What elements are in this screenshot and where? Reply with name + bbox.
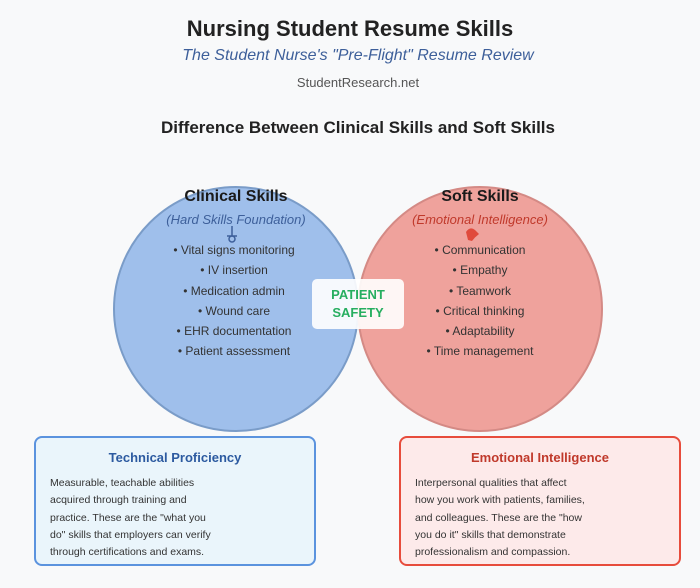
list-item: • Critical thinking — [435, 303, 525, 318]
box-line: professionalism and compassion. — [415, 546, 571, 559]
list-item: • Medication admin — [183, 283, 285, 298]
box-line: acquired through training and — [50, 494, 187, 507]
page-title: Nursing Student Resume Skills — [186, 16, 514, 41]
clinical-skills-title: Clinical Skills — [184, 188, 288, 205]
box-title: Emotional Intelligence — [471, 450, 609, 465]
list-item: • Wound care — [197, 303, 271, 318]
patient-safety-label — [312, 279, 404, 329]
soft-skills-title: Soft Skills — [441, 188, 519, 205]
list-item: • Time management — [426, 344, 534, 359]
emotional-intelligence-box — [399, 436, 681, 566]
list-item: • Teamwork — [449, 283, 511, 298]
list-item: • Empathy — [452, 263, 508, 278]
soft-skills-subtitle: (Emotional Intelligence) — [412, 212, 548, 227]
list-item: • Patient assessment — [177, 344, 291, 359]
list-item: • IV insertion — [200, 263, 268, 278]
box-line: practice. These are the "what you — [50, 511, 206, 524]
page-subtitle: The Student Nurse's "Pre-Flight" Resume Review — [182, 47, 534, 64]
box-line: Measurable, teachable abilities — [50, 477, 195, 489]
box-line: through certifications and exams. — [50, 546, 205, 559]
patient-safety-line2: SAFETY — [332, 305, 384, 320]
list-item: • Vital signs monitoring — [173, 243, 295, 257]
diagram-heading: Difference Between Clinical Skills and Soft Skills — [161, 118, 555, 137]
list-item: • EHR documentation — [176, 324, 292, 339]
box-description — [415, 475, 615, 561]
box-line: how you work with patients, families, — [415, 494, 585, 507]
site-name: StudentResearch.net — [296, 75, 420, 90]
technical-proficiency-box — [34, 436, 316, 566]
clinical-skills-subtitle: (Hard Skills Foundation) — [166, 212, 306, 227]
box-line: you do it" skills that demonstrate — [415, 528, 566, 541]
box-line: Interpersonal qualities that affect — [415, 477, 567, 489]
box-description — [50, 475, 220, 561]
patient-safety-line1: PATIENT — [331, 287, 385, 302]
box-line: do" skills that employers can verify — [50, 528, 211, 541]
list-item: • Communication — [434, 243, 526, 257]
list-item: • Adaptability — [445, 324, 515, 339]
box-line: and colleagues. These are the "how — [415, 511, 582, 524]
box-title: Technical Proficiency — [108, 450, 242, 465]
